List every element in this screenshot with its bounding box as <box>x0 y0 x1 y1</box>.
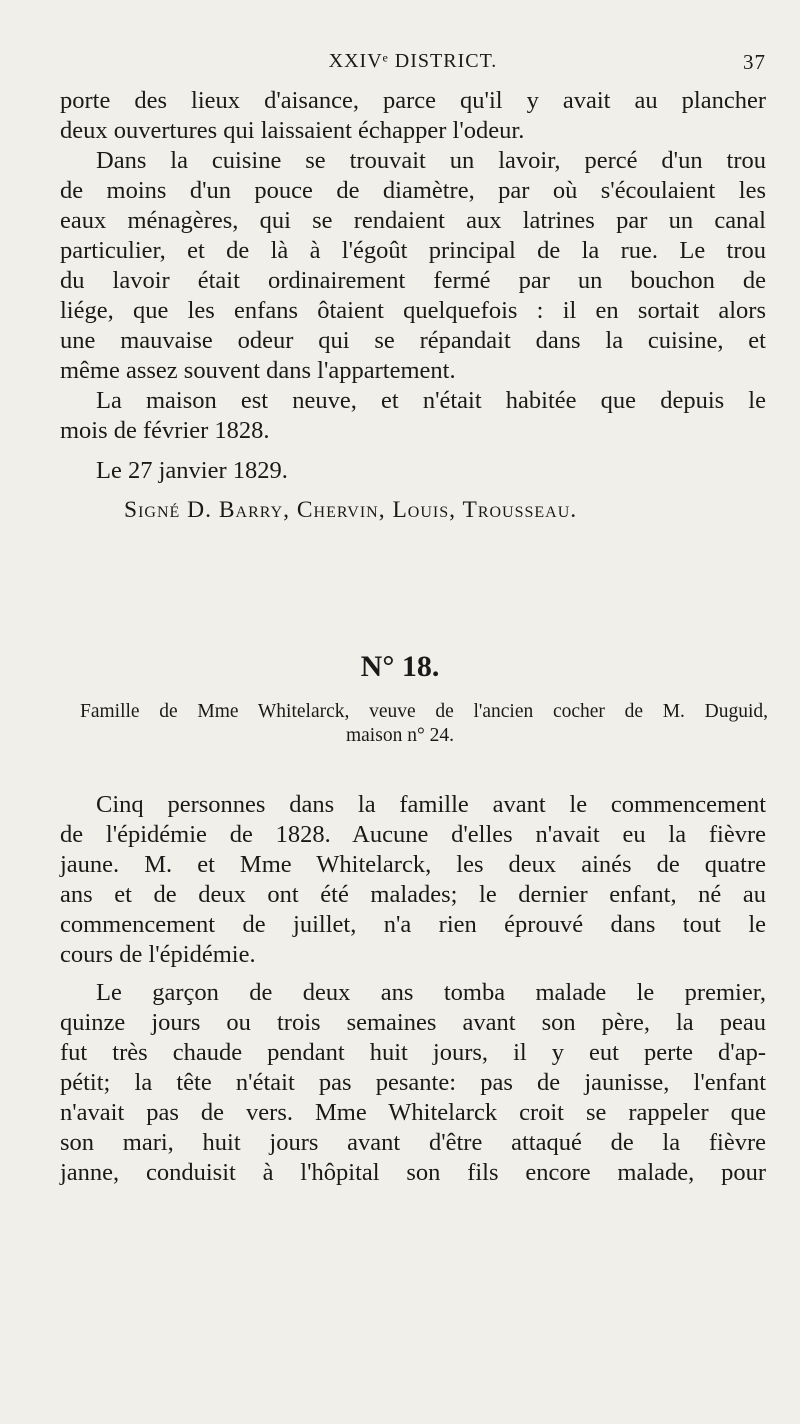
text-line: deux ouvertures qui laissaient échapper l'odeur. <box>60 117 525 144</box>
text-line: du lavoir était ordinairement fermé par un bouchon de <box>60 267 766 294</box>
text-line: liége, que les enfans ôtaient quelquefois : il en sortait alors <box>60 297 766 324</box>
text-line: eaux ménagères, qui se rendaient aux latrines par un canal <box>60 207 766 234</box>
caption-line: Famille de Mme Whitelarck, veuve de l'ancien cocher de M. Duguid, <box>80 701 768 722</box>
text-line: Dans la cuisine se trouvait un lavoir, percé d'un trou <box>96 147 766 174</box>
text-line: Cinq personnes dans la famille avant le commencement <box>96 791 766 818</box>
text-line: porte des lieux d'aisance, parce qu'il y avait au plancher <box>60 87 766 114</box>
text-line: janne, conduisit à l'hôpital son fils encore malade, pour <box>60 1159 766 1186</box>
text-line: n'avait pas de vers. Mme Whitelarck croit se rappeler que <box>60 1099 766 1126</box>
caption-line: maison n° 24. <box>345 725 454 746</box>
text-line: son mari, huit jours avant d'être attaqué de la fièvre <box>60 1129 766 1156</box>
text-line: commencement de juillet, n'a rien éprouvé dans tout le <box>60 911 766 938</box>
text-line: ans et de deux ont été malades; le dernier enfant, né au <box>60 881 766 908</box>
text-line: même assez souvent dans l'appartement. <box>60 357 456 384</box>
running-title: XXIVᵉ DISTRICT. <box>328 50 498 72</box>
date-line: Le 27 janvier 1829. <box>96 457 288 484</box>
text-line: de l'épidémie de 1828. Aucune d'elles n'avait eu la fièvre <box>60 821 766 848</box>
text-line: cours de l'épidémie. <box>60 941 256 968</box>
text-line: fut très chaude pendant huit jours, il y eut perte d'ap- <box>60 1039 766 1066</box>
text-line: de moins d'un pouce de diamètre, par où s'écoulaient les <box>60 177 766 204</box>
page-number: 37 <box>743 50 766 74</box>
text-line: une mauvaise odeur qui se répandait dans la cuisine, et <box>60 327 766 354</box>
text-line: pétit; la tête n'était pas pesante: pas de jaunisse, l'enfant <box>60 1069 766 1096</box>
text-line: mois de février 1828. <box>60 417 270 444</box>
running-header <box>60 50 766 80</box>
signature-line: Signé D. Barry, Chervin, Louis, Trousseau. <box>124 497 578 523</box>
text-line: Le garçon de deux ans tomba malade le premier, <box>96 979 766 1006</box>
text-line: particulier, et de là à l'égoût principal de la rue. Le trou <box>60 237 766 264</box>
text-line: jaune. M. et Mme Whitelarck, les deux ainés de quatre <box>60 851 766 878</box>
text-line: La maison est neuve, et n'était habitée que depuis le <box>96 387 766 414</box>
section-heading: N° 18. <box>360 650 440 683</box>
text-line: quinze jours ou trois semaines avant son père, la peau <box>60 1009 766 1036</box>
